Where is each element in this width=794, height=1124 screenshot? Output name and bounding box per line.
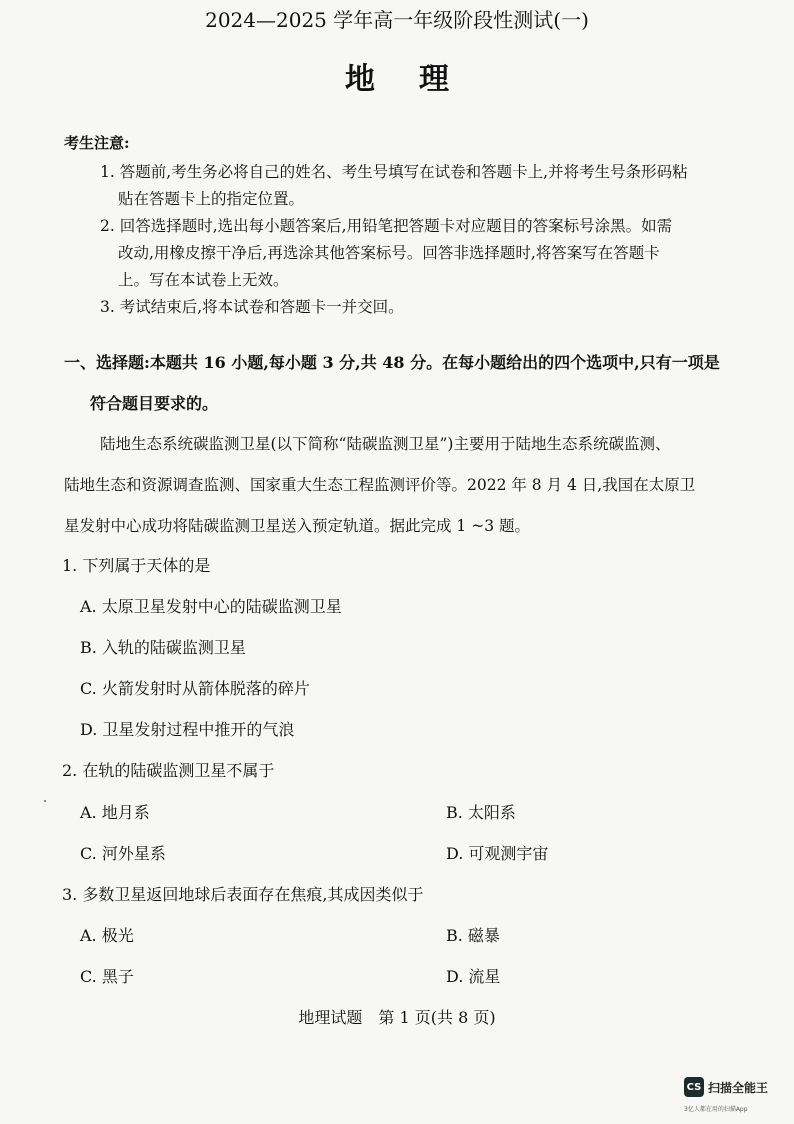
scanner-app-name: 扫描全能王 [708, 1080, 769, 1095]
scanner-tagline: 3亿人都在用的扫描App [684, 1106, 748, 1113]
question-1-option-b: B. 入轨的陆碳监测卫星 [80, 638, 246, 657]
question-2-option-c: C. 河外星系 [80, 844, 166, 863]
question-3-option-b: B. 磁暴 [446, 926, 500, 945]
question-3-option-d: D. 流星 [446, 967, 501, 986]
scan-speck [44, 800, 46, 802]
question-2-option-a: A. 地月系 [80, 803, 150, 822]
section-heading-cont: 符合题目要求的。 [90, 394, 219, 413]
notice-item-2: 2. 回答选择题时,选出每小题答案后,用铅笔把答题卡对应题目的答案标号涂黑。如需 [100, 217, 673, 235]
question-1-option-a: A. 太原卫星发射中心的陆碳监测卫星 [80, 597, 342, 616]
subject-title: 地理 [345, 62, 493, 97]
notice-item-1: 1. 答题前,考生务必将自己的姓名、考生号填写在试卷和答题卡上,并将考生号条形码粘 [100, 163, 688, 181]
section-heading: 一、选择题:本题共 16 小题,每小题 3 分,共 48 分。在每小题给出的四个选项中,只有一项是 [64, 353, 720, 372]
question-1-option-c: C. 火箭发射时从箭体脱落的碎片 [80, 679, 310, 698]
notice-item-2-cont2: 上。写在本试卷上无效。 [118, 271, 289, 289]
passage-line-3: 星发射中心成功将陆碳监测卫星送入预定轨道。据此完成 1 ~3 题。 [64, 517, 530, 535]
question-3-stem: 3. 多数卫星返回地球后表面存在焦痕,其成因类似于 [62, 885, 424, 904]
question-2-option-b: B. 太阳系 [446, 803, 516, 822]
page-footer: 地理试题 第 1 页(共 8 页) [298, 1008, 496, 1027]
passage-line-1: 陆地生态系统碳监测卫星(以下简称“陆碳监测卫星”)主要用于陆地生态系统碳监测、 [100, 435, 671, 453]
question-2-stem: 2. 在轨的陆碳监测卫星不属于 [62, 761, 275, 780]
question-2-option-d: D. 可观测宇宙 [446, 844, 549, 863]
passage-line-2: 陆地生态和资源调查监测、国家重大生态工程监测评价等。2022 年 8 月 4 日,我国在太原卫 [64, 476, 696, 494]
exam-title: 2024—2025 学年高一年级阶段性测试(一) [205, 8, 589, 32]
scanner-watermark [684, 1077, 768, 1097]
question-3-option-a: A. 极光 [80, 926, 134, 945]
question-3-option-c: C. 黑子 [80, 967, 134, 986]
notice-heading: 考生注意: [64, 134, 130, 152]
notice-item-3: 3. 考试结束后,将本试卷和答题卡一并交回。 [100, 298, 404, 316]
question-1-option-d: D. 卫星发射过程中推开的气浪 [80, 720, 295, 739]
question-1-stem: 1. 下列属于天体的是 [62, 556, 211, 575]
notice-item-2-cont: 改动,用橡皮擦干净后,再选涂其他答案标号。回答非选择题时,将答案写在答题卡 [118, 244, 660, 262]
camscanner-logo-icon: CS [684, 1077, 704, 1097]
notice-item-1-cont: 贴在答题卡上的指定位置。 [118, 190, 305, 208]
